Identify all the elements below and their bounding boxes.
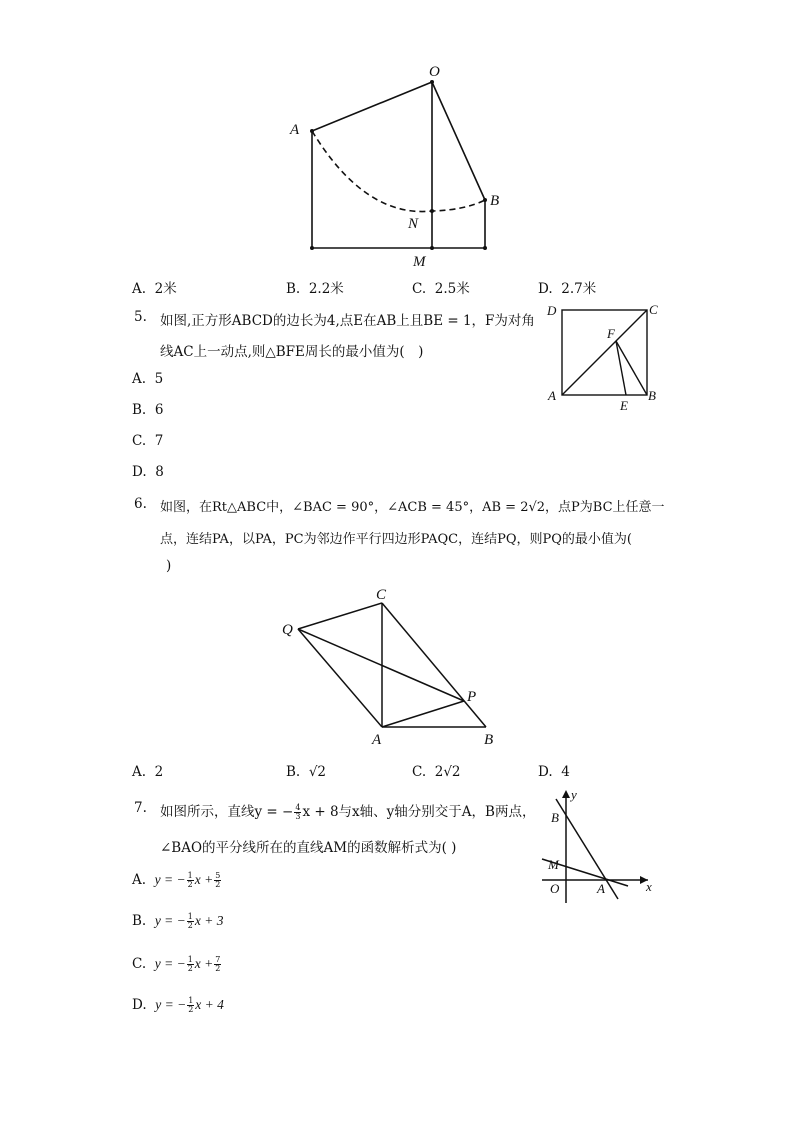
q7-label-b: B — [551, 810, 559, 825]
q5-label-d: D — [547, 303, 557, 318]
q5-stem-line2: 线AC上一动点,则△BFE周长的最小值为( ) — [160, 344, 424, 360]
q5-label-e: E — [620, 398, 628, 413]
q6-option-b[interactable]: B. √2 — [286, 764, 327, 780]
q6-parallelogram-figure — [278, 585, 503, 750]
q4-label-b: B — [490, 193, 500, 209]
q7-label-a: A — [597, 881, 605, 896]
q7-stem-fraction: $\frac{4}{3}$ — [295, 803, 301, 821]
q4-option-a[interactable]: A. 2米 — [132, 281, 177, 297]
q7-stem-line2: ∠BAO的平分线所在的直线AM的函数解析式为( ) — [160, 840, 457, 856]
q6-label-b: B — [484, 732, 494, 748]
q4-option-d[interactable]: D. 2.7米 — [538, 281, 597, 297]
q6-number: 6. — [134, 496, 147, 512]
q6-stem-line1: 如图，在Rt△ABC中，∠BAC = 90°，∠ACB = 45°，AB = 2√2，点P为BC上任意一 — [160, 500, 665, 515]
q5-label-c: C — [649, 302, 658, 317]
q6-label-a: A — [372, 732, 382, 748]
q6-option-d[interactable]: D. 4 — [538, 764, 570, 780]
q4-swing-figure — [280, 58, 510, 273]
q4-label-a: A — [290, 122, 300, 138]
q7-number: 7. — [134, 800, 147, 816]
q5-label-a: A — [548, 388, 556, 403]
q7-option-c[interactable]: C. y = − $\frac{1}{2}$ x + $\frac{7}{2}$ — [132, 955, 221, 973]
q5-number: 5. — [134, 309, 147, 325]
q7-label-y: y — [571, 787, 577, 802]
q4-option-c[interactable]: C. 2.5米 — [412, 281, 470, 297]
q4-option-b[interactable]: B. 2.2米 — [286, 281, 344, 297]
q4-label-m: M — [413, 254, 426, 270]
q7-graph-figure — [536, 785, 664, 905]
q6-label-q: Q — [282, 622, 293, 638]
q5-option-b[interactable]: B. 6 — [132, 402, 164, 418]
q7-label-m: M — [548, 857, 559, 872]
q4-label-o: O — [429, 64, 440, 80]
q7-stem-line1: 如图所示，直线y = − $\frac{4}{3}$ x + 8与x轴、y轴分别交于A，B两点， — [160, 803, 536, 821]
q7-option-b[interactable]: B. y = − $\frac{1}{2}$ x + 3 — [132, 912, 224, 930]
q7-option-a[interactable]: A. y = − $\frac{1}{2}$ x + $\frac{5}{2}$ — [132, 871, 221, 889]
q6-option-c[interactable]: C. 2√2 — [412, 764, 461, 780]
q6-stem-line2: 点，连结PA，以PA，PC为邻边作平行四边形PAQC，连结PQ，则PQ的最小值为( — [160, 532, 633, 547]
q7-option-d[interactable]: D. y = − $\frac{1}{2}$ x + 4 — [132, 996, 224, 1014]
q5-label-b: B — [648, 388, 656, 403]
q6-option-a[interactable]: A. 2 — [132, 764, 164, 780]
q7-label-x: x — [646, 879, 652, 894]
q5-option-d[interactable]: D. 8 — [132, 464, 164, 480]
q6-label-p: P — [467, 689, 477, 705]
q6-label-c: C — [376, 587, 387, 603]
q4-label-n: N — [408, 216, 419, 232]
q5-stem-line1: 如图,正方形ABCD的边长为4,点E在AB上且BE = 1，F为对角 — [160, 313, 535, 329]
q7-label-o: O — [550, 881, 560, 896]
q5-square-figure — [542, 298, 666, 413]
q5-option-a[interactable]: A. 5 — [132, 371, 164, 387]
q6-stem-line3: ) — [166, 558, 172, 574]
q5-option-c[interactable]: C. 7 — [132, 433, 164, 449]
q5-label-f: F — [607, 326, 615, 341]
